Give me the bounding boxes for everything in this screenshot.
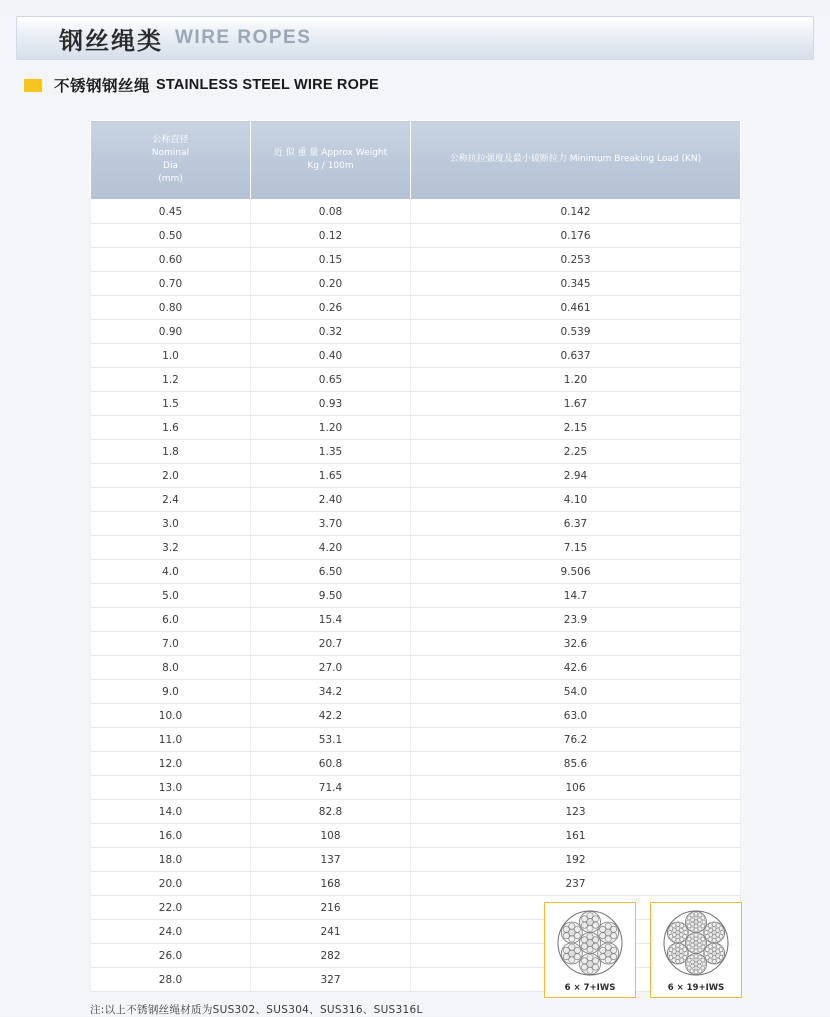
cell-approx-weight: 168 bbox=[251, 872, 411, 896]
cell-approx-weight: 34.2 bbox=[251, 680, 411, 704]
cell-breaking-load: 2.25 bbox=[411, 440, 741, 464]
cell-nominal-dia: 7.0 bbox=[91, 632, 251, 656]
cell-breaking-load: 2.15 bbox=[411, 416, 741, 440]
cell-nominal-dia: 1.2 bbox=[91, 368, 251, 392]
cell-approx-weight: 0.12 bbox=[251, 224, 411, 248]
header-line: 近 似 重 量 Approx Weight bbox=[273, 147, 388, 158]
cell-approx-weight: 60.8 bbox=[251, 752, 411, 776]
cell-breaking-load: 14.7 bbox=[411, 584, 741, 608]
cell-breaking-load: 1.20 bbox=[411, 368, 741, 392]
cell-approx-weight: 71.4 bbox=[251, 776, 411, 800]
table-row bbox=[91, 656, 741, 680]
table-row bbox=[91, 848, 741, 872]
column-header-approx-weight bbox=[251, 121, 411, 200]
table-row bbox=[91, 608, 741, 632]
column-header-breaking-load bbox=[411, 121, 741, 200]
cell-approx-weight: 4.20 bbox=[251, 536, 411, 560]
rope-cross-section-6x7-icon bbox=[553, 909, 627, 977]
cell-nominal-dia: 11.0 bbox=[91, 728, 251, 752]
cell-nominal-dia: 20.0 bbox=[91, 872, 251, 896]
subtitle-en: STAINLESS STEEL WIRE ROPE bbox=[156, 77, 379, 93]
cell-approx-weight: 6.50 bbox=[251, 560, 411, 584]
table-row bbox=[91, 488, 741, 512]
cell-nominal-dia: 0.70 bbox=[91, 272, 251, 296]
column-header-nominal-dia bbox=[91, 121, 251, 200]
cell-breaking-load: 1.67 bbox=[411, 392, 741, 416]
cell-nominal-dia: 4.0 bbox=[91, 560, 251, 584]
square-marker-icon bbox=[24, 79, 42, 92]
cell-breaking-load: 0.461 bbox=[411, 296, 741, 320]
cell-breaking-load: 32.6 bbox=[411, 632, 741, 656]
cell-approx-weight: 82.8 bbox=[251, 800, 411, 824]
cell-nominal-dia: 2.4 bbox=[91, 488, 251, 512]
cell-breaking-load: 0.345 bbox=[411, 272, 741, 296]
header-line: Kg / 100m bbox=[307, 161, 354, 171]
header-line: (mm) bbox=[158, 174, 183, 185]
subtitle-cn: 不锈钢钢丝绳 bbox=[54, 77, 151, 95]
cell-breaking-load: 0.539 bbox=[411, 320, 741, 344]
cell-breaking-load: 237 bbox=[411, 872, 741, 896]
table-row bbox=[91, 464, 741, 488]
cell-nominal-dia: 0.60 bbox=[91, 248, 251, 272]
rope-cross-section-6x19-icon bbox=[659, 909, 733, 977]
cell-breaking-load: 63.0 bbox=[411, 704, 741, 728]
table-row bbox=[91, 344, 741, 368]
cell-approx-weight: 0.65 bbox=[251, 368, 411, 392]
cell-approx-weight: 1.20 bbox=[251, 416, 411, 440]
cell-approx-weight: 0.40 bbox=[251, 344, 411, 368]
cell-nominal-dia: 0.50 bbox=[91, 224, 251, 248]
cell-nominal-dia: 10.0 bbox=[91, 704, 251, 728]
table-row bbox=[91, 224, 741, 248]
table-row bbox=[91, 296, 741, 320]
rope-card-6x19 bbox=[650, 902, 742, 998]
header-line: Dia bbox=[163, 161, 178, 171]
cell-nominal-dia: 1.5 bbox=[91, 392, 251, 416]
cell-nominal-dia: 0.90 bbox=[91, 320, 251, 344]
cell-approx-weight: 27.0 bbox=[251, 656, 411, 680]
cell-approx-weight: 1.35 bbox=[251, 440, 411, 464]
cell-nominal-dia: 9.0 bbox=[91, 680, 251, 704]
cell-nominal-dia: 8.0 bbox=[91, 656, 251, 680]
cell-breaking-load: 161 bbox=[411, 824, 741, 848]
cell-breaking-load: 192 bbox=[411, 848, 741, 872]
cell-breaking-load: 85.6 bbox=[411, 752, 741, 776]
table-row bbox=[91, 536, 741, 560]
rope-diagrams bbox=[544, 902, 742, 998]
cell-breaking-load: 106 bbox=[411, 776, 741, 800]
cell-nominal-dia: 2.0 bbox=[91, 464, 251, 488]
table-row bbox=[91, 560, 741, 584]
cell-nominal-dia: 0.45 bbox=[91, 200, 251, 224]
cell-approx-weight: 0.26 bbox=[251, 296, 411, 320]
rope-card-6x7 bbox=[544, 902, 636, 998]
cell-breaking-load: 0.253 bbox=[411, 248, 741, 272]
banner-title-en: WIRE ROPES bbox=[175, 27, 312, 48]
cell-approx-weight: 216 bbox=[251, 896, 411, 920]
table-row bbox=[91, 368, 741, 392]
cell-breaking-load: 9.506 bbox=[411, 560, 741, 584]
header-line: 公称直径 bbox=[152, 134, 189, 145]
table-row bbox=[91, 272, 741, 296]
table-row bbox=[91, 584, 741, 608]
cell-nominal-dia: 1.0 bbox=[91, 344, 251, 368]
cell-nominal-dia: 5.0 bbox=[91, 584, 251, 608]
table-row bbox=[91, 416, 741, 440]
cell-nominal-dia: 24.0 bbox=[91, 920, 251, 944]
catalog-page bbox=[0, 16, 830, 1016]
cell-breaking-load: 23.9 bbox=[411, 608, 741, 632]
page-banner bbox=[16, 16, 814, 60]
cell-nominal-dia: 26.0 bbox=[91, 944, 251, 968]
cell-approx-weight: 0.08 bbox=[251, 200, 411, 224]
cell-nominal-dia: 16.0 bbox=[91, 824, 251, 848]
cell-breaking-load: 0.142 bbox=[411, 200, 741, 224]
table-row bbox=[91, 776, 741, 800]
table-row bbox=[91, 320, 741, 344]
cell-approx-weight: 42.2 bbox=[251, 704, 411, 728]
cell-breaking-load: 42.6 bbox=[411, 656, 741, 680]
cell-breaking-load: 76.2 bbox=[411, 728, 741, 752]
cell-approx-weight: 0.93 bbox=[251, 392, 411, 416]
cell-approx-weight: 15.4 bbox=[251, 608, 411, 632]
section-subtitle bbox=[24, 74, 830, 96]
cell-nominal-dia: 3.2 bbox=[91, 536, 251, 560]
cell-approx-weight: 20.7 bbox=[251, 632, 411, 656]
header-line: Nominal bbox=[151, 147, 190, 158]
cell-nominal-dia: 1.6 bbox=[91, 416, 251, 440]
table-row bbox=[91, 632, 741, 656]
spec-table-head bbox=[91, 121, 741, 200]
spec-table bbox=[90, 120, 741, 992]
cell-nominal-dia: 3.0 bbox=[91, 512, 251, 536]
cell-nominal-dia: 6.0 bbox=[91, 608, 251, 632]
cell-breaking-load: 54.0 bbox=[411, 680, 741, 704]
table-row bbox=[91, 200, 741, 224]
cell-nominal-dia: 18.0 bbox=[91, 848, 251, 872]
cell-approx-weight: 9.50 bbox=[251, 584, 411, 608]
cell-breaking-load: 4.10 bbox=[411, 488, 741, 512]
cell-approx-weight: 1.65 bbox=[251, 464, 411, 488]
cell-nominal-dia: 14.0 bbox=[91, 800, 251, 824]
cell-approx-weight: 108 bbox=[251, 824, 411, 848]
table-row bbox=[91, 704, 741, 728]
table-row bbox=[91, 728, 741, 752]
table-row bbox=[91, 440, 741, 464]
cell-approx-weight: 0.32 bbox=[251, 320, 411, 344]
cell-breaking-load: 0.176 bbox=[411, 224, 741, 248]
table-row bbox=[91, 680, 741, 704]
cell-approx-weight: 241 bbox=[251, 920, 411, 944]
cell-breaking-load: 7.15 bbox=[411, 536, 741, 560]
table-row bbox=[91, 824, 741, 848]
cell-nominal-dia: 1.8 bbox=[91, 440, 251, 464]
cell-approx-weight: 137 bbox=[251, 848, 411, 872]
cell-nominal-dia: 13.0 bbox=[91, 776, 251, 800]
table-row bbox=[91, 512, 741, 536]
table-header-row bbox=[91, 121, 741, 200]
cell-nominal-dia: 0.80 bbox=[91, 296, 251, 320]
spec-table-body bbox=[91, 200, 741, 992]
rope-caption: 6 × 7+IWS bbox=[564, 983, 616, 993]
cell-breaking-load: 2.94 bbox=[411, 464, 741, 488]
material-note: 注:以上不锈钢丝绳材质为SUS302、SUS304、SUS316、SUS316L bbox=[90, 1004, 423, 1016]
rope-caption: 6 × 19+IWS bbox=[667, 983, 725, 993]
cell-breaking-load: 6.37 bbox=[411, 512, 741, 536]
cell-approx-weight: 3.70 bbox=[251, 512, 411, 536]
table-row bbox=[91, 872, 741, 896]
table-row bbox=[91, 392, 741, 416]
cell-nominal-dia: 22.0 bbox=[91, 896, 251, 920]
banner-title-cn: 钢丝绳类 bbox=[59, 26, 163, 55]
table-row bbox=[91, 248, 741, 272]
table-row bbox=[91, 800, 741, 824]
cell-approx-weight: 0.20 bbox=[251, 272, 411, 296]
header-line: 公称抗拉强度及最小破断拉力 Minimum Breaking Load (KN) bbox=[449, 154, 702, 165]
cell-breaking-load: 0.637 bbox=[411, 344, 741, 368]
cell-approx-weight: 327 bbox=[251, 968, 411, 992]
cell-nominal-dia: 12.0 bbox=[91, 752, 251, 776]
table-row bbox=[91, 752, 741, 776]
cell-breaking-load: 123 bbox=[411, 800, 741, 824]
cell-nominal-dia: 28.0 bbox=[91, 968, 251, 992]
spec-table-wrapper bbox=[90, 120, 740, 992]
cell-approx-weight: 53.1 bbox=[251, 728, 411, 752]
cell-approx-weight: 0.15 bbox=[251, 248, 411, 272]
cell-approx-weight: 282 bbox=[251, 944, 411, 968]
cell-approx-weight: 2.40 bbox=[251, 488, 411, 512]
